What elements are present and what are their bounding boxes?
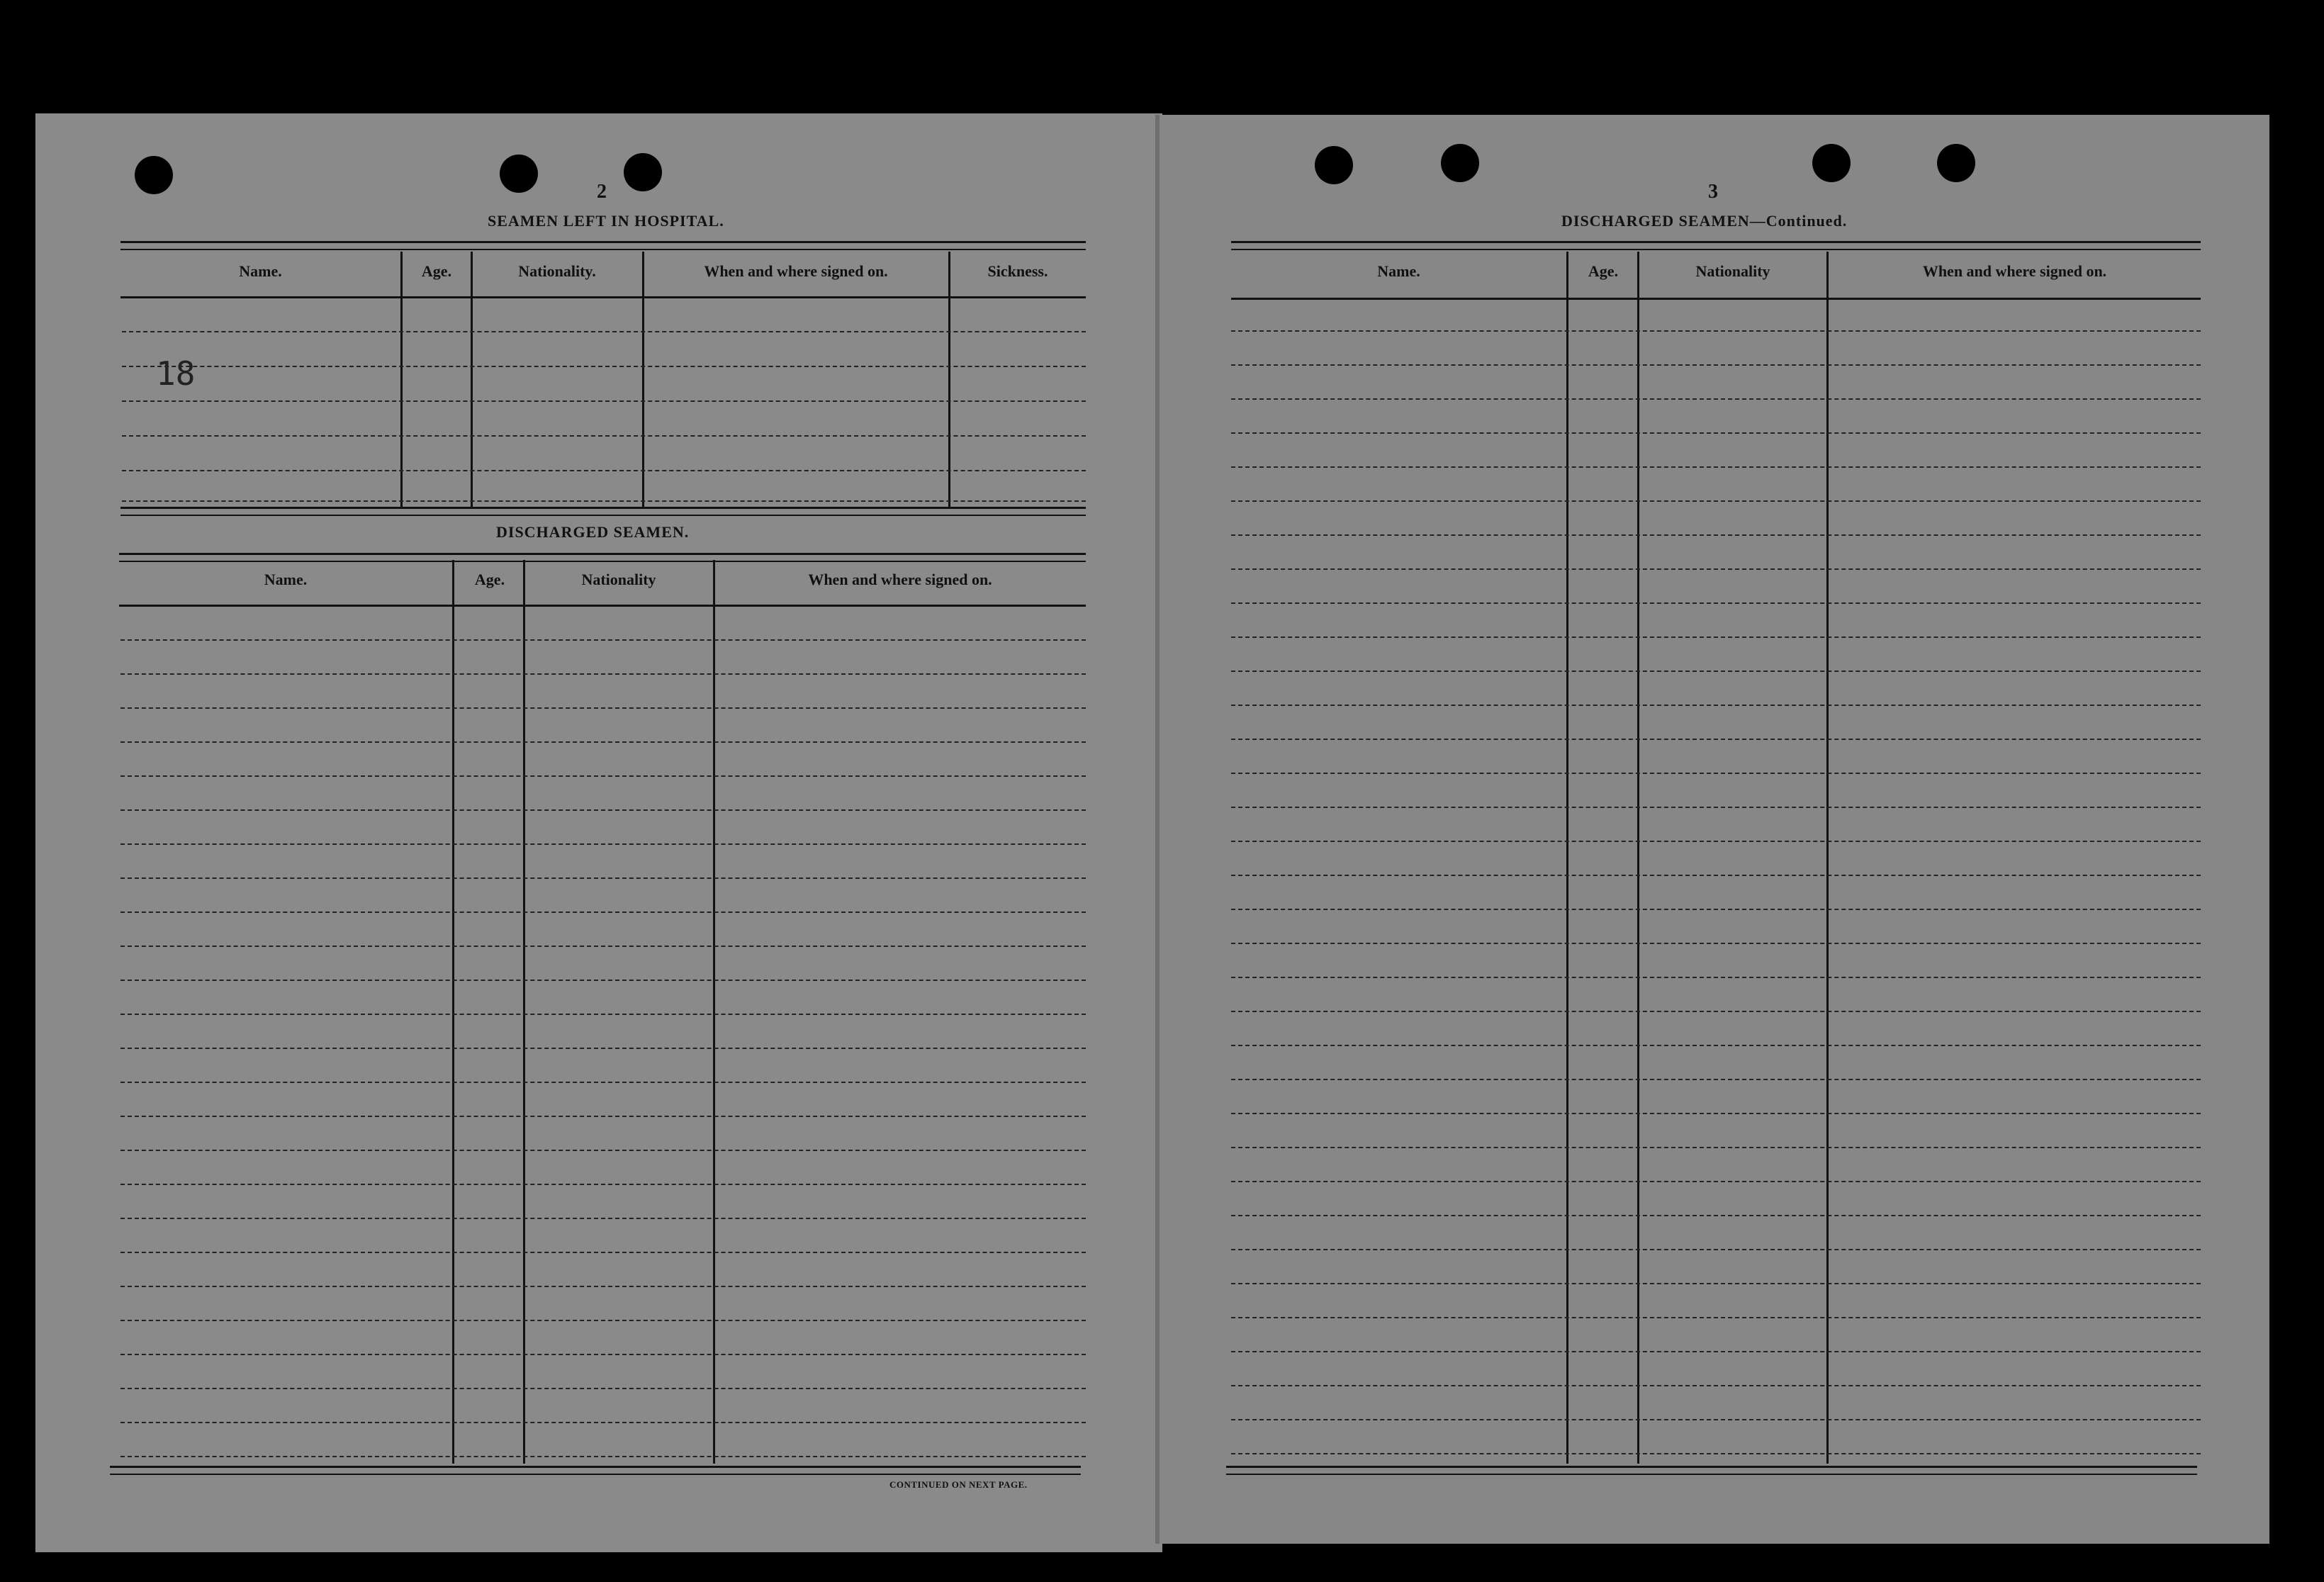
- entry-line: [1231, 534, 2201, 536]
- rule: [110, 1466, 1081, 1475]
- entry-line: [120, 980, 1086, 981]
- column-header-nationality: Nationality: [1695, 262, 1770, 280]
- entry-line: [1231, 568, 2201, 570]
- entry-line: [120, 1082, 1086, 1083]
- column-header-name: Name.: [264, 571, 308, 588]
- column-divider: [452, 560, 454, 1464]
- entry-line: [1231, 1045, 2201, 1046]
- rule: [1231, 241, 2201, 250]
- entry-line: [120, 673, 1086, 675]
- entry-line: [1231, 330, 2201, 332]
- entry-line: [122, 470, 1086, 471]
- column-header-name: Name.: [239, 262, 282, 280]
- column-header-name: Name.: [1377, 262, 1420, 280]
- entry-line: [122, 331, 1086, 332]
- entry-line: [120, 1320, 1086, 1321]
- entry-line: [1231, 1419, 2201, 1420]
- page-fold: [1155, 115, 1160, 1544]
- entry-line: [1231, 1113, 2201, 1114]
- column-divider: [713, 560, 715, 1464]
- entry-line: [1231, 943, 2201, 944]
- entry-line: [1231, 1181, 2201, 1182]
- entry-line: [120, 877, 1086, 879]
- entry-line: [1231, 705, 2201, 706]
- column-divider: [523, 560, 525, 1464]
- column-header-when-where: When and where signed on.: [704, 262, 888, 280]
- punch-hole: [1812, 144, 1851, 182]
- continued-note: CONTINUED ON NEXT PAGE.: [889, 1479, 1028, 1490]
- rule: [120, 507, 1086, 516]
- entry-line: [1231, 977, 2201, 978]
- entry-line: [1231, 432, 2201, 434]
- header-rule: [120, 296, 1086, 298]
- column-header-age: Age.: [1588, 262, 1619, 280]
- punch-hole: [1315, 146, 1353, 184]
- entry-line: [120, 775, 1086, 777]
- entry-line: [1231, 739, 2201, 740]
- entry-line: [120, 1422, 1086, 1423]
- entry-line: [120, 1286, 1086, 1287]
- entry-line: [1231, 1351, 2201, 1352]
- entry-line: [1231, 500, 2201, 502]
- entry-line: [1231, 602, 2201, 604]
- handwritten-mark: 18: [156, 354, 196, 393]
- left-page: [35, 113, 1162, 1552]
- entry-line: [1231, 1249, 2201, 1250]
- entry-line: [120, 1218, 1086, 1219]
- entry-line: [120, 911, 1086, 913]
- column-header-nationality: Nationality: [581, 571, 656, 588]
- entry-line: [122, 500, 1086, 502]
- entry-line: [1231, 841, 2201, 842]
- entry-line: [1231, 466, 2201, 468]
- entry-line: [120, 1150, 1086, 1151]
- rule: [120, 241, 1086, 250]
- column-header-nationality: Nationality.: [518, 262, 596, 280]
- rule: [1226, 1466, 2197, 1475]
- page-number-left: 2: [597, 181, 607, 203]
- column-header-sickness: Sickness.: [987, 262, 1048, 280]
- entry-line: [1231, 1283, 2201, 1284]
- discharged-continued-title: DISCHARGED SEAMEN—Continued.: [1561, 212, 1848, 230]
- entry-line: [1231, 636, 2201, 638]
- entry-line: [1231, 364, 2201, 366]
- entry-line: [120, 843, 1086, 845]
- entry-line: [1231, 909, 2201, 910]
- column-header-when-where: When and where signed on.: [1922, 262, 2107, 280]
- entry-line: [122, 366, 1086, 367]
- header-rule: [1231, 298, 2201, 300]
- entry-line: [1231, 875, 2201, 876]
- entry-line: [1231, 807, 2201, 808]
- entry-line: [120, 1456, 1086, 1457]
- punch-hole: [1441, 144, 1479, 182]
- entry-line: [120, 1048, 1086, 1049]
- entry-line: [122, 435, 1086, 437]
- entry-line: [120, 639, 1086, 641]
- entry-line: [120, 707, 1086, 709]
- punch-hole: [500, 155, 538, 193]
- entry-line: [1231, 398, 2201, 400]
- column-header-when-where: When and where signed on.: [808, 571, 992, 588]
- punch-hole: [624, 153, 662, 191]
- entry-line: [1231, 1317, 2201, 1318]
- entry-line: [120, 1014, 1086, 1015]
- entry-line: [122, 400, 1086, 402]
- entry-line: [1231, 1147, 2201, 1148]
- right-page: [1155, 115, 2269, 1544]
- page-number-right: 3: [1708, 181, 1718, 203]
- hospital-section-title: SEAMEN LEFT IN HOSPITAL.: [488, 212, 724, 230]
- punch-hole: [135, 156, 173, 194]
- entry-line: [1231, 1385, 2201, 1386]
- entry-line: [1231, 1453, 2201, 1454]
- entry-line: [120, 1184, 1086, 1185]
- discharged-section-title: DISCHARGED SEAMEN.: [496, 523, 690, 541]
- entry-line: [120, 1116, 1086, 1117]
- entry-line: [120, 741, 1086, 743]
- entry-line: [120, 1252, 1086, 1253]
- entry-line: [1231, 773, 2201, 774]
- entry-line: [1231, 1079, 2201, 1080]
- entry-line: [120, 809, 1086, 811]
- entry-line: [120, 946, 1086, 947]
- rule: [119, 553, 1086, 562]
- entry-line: [120, 1388, 1086, 1389]
- entry-line: [1231, 1215, 2201, 1216]
- entry-line: [1231, 671, 2201, 672]
- header-rule: [119, 605, 1086, 607]
- column-header-age: Age.: [474, 571, 505, 588]
- column-header-age: Age.: [421, 262, 452, 280]
- entry-line: [1231, 1011, 2201, 1012]
- punch-hole: [1937, 144, 1975, 182]
- entry-line: [120, 1354, 1086, 1355]
